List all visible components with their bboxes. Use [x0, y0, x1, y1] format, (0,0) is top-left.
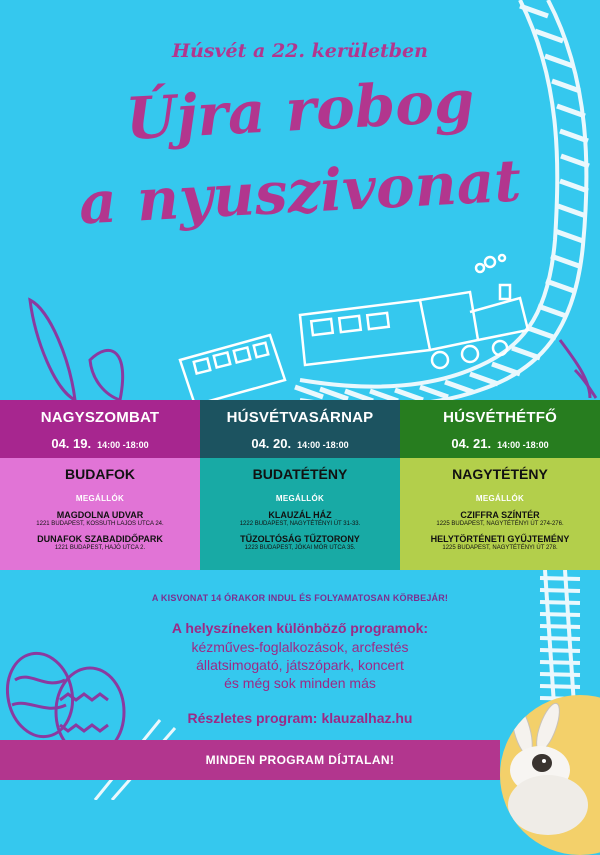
track-tie [395, 390, 423, 400]
train-icon [180, 255, 528, 405]
stops-label: MEGÁLLÓK [275, 494, 325, 503]
location-city: BUDAFOK [65, 466, 135, 482]
stop-name: MAGDOLNA UDVAR [56, 510, 144, 520]
stop-address: 1221 BUDAPEST, KOSSUTH LAJOS UTCA 24. [36, 521, 164, 527]
stops-label: MEGÁLLÓK [75, 494, 125, 503]
stop-name: CZIFFRA SZÍNTÉR [460, 510, 540, 520]
day-time: 14:00 -18:00 [497, 440, 549, 450]
stop-address: 1221 BUDAPEST, HAJÓ UTCA 2. [54, 545, 146, 551]
free-text: MINDEN PROGRAM DÍJTALAN! [205, 753, 395, 767]
program-line: kézműves-foglalkozások, arcfestés [191, 639, 409, 655]
day-date-time [400, 436, 600, 451]
track-tie [540, 614, 580, 615]
rabbit-ears-icon-right [560, 340, 596, 398]
rabbit-ears-icon [30, 300, 123, 400]
stop-name: KLAUZÁL HÁZ [268, 510, 332, 520]
location-city: BUDATÉTÉNY [252, 466, 348, 482]
track-tie [512, 348, 540, 358]
page-title-line1: Újra robog [123, 66, 477, 154]
day-name: HÚSVÉTVASÁRNAP [226, 409, 374, 426]
stop-name: HELYTÖRTÉNETI GYŰJTEMÉNY [430, 534, 570, 544]
track-tie [445, 382, 473, 392]
day-time: 14:00 -18:00 [97, 440, 149, 450]
track-tie [560, 181, 588, 191]
stop-address: 1223 BUDAPEST, JÓKAI MÓR UTCA 35. [244, 545, 356, 551]
location-city: NAGYTÉTÉNY [452, 466, 548, 482]
page-title-line2: a nyuszivonat [77, 146, 523, 238]
day-name: NAGYSZOMBAT [40, 409, 160, 426]
day-time: 14:00 -18:00 [297, 440, 349, 450]
track-tie [546, 281, 574, 291]
stop-address: 1222 BUDAPEST, NAGYTÉTÉNYI ÚT 31-33. [239, 521, 361, 527]
day-date-time [200, 436, 400, 451]
day-date-time [0, 436, 200, 451]
track-tie [492, 364, 520, 374]
track-tie [551, 256, 579, 266]
track-tie [540, 590, 580, 591]
track-tie [295, 387, 323, 397]
program-line: állatsimogató, játszópark, koncert [196, 657, 404, 673]
day-sunday [200, 400, 400, 458]
day-saturday [0, 400, 200, 458]
programs-title: A helyszíneken különböző programok: [171, 620, 429, 636]
details-line [0, 710, 600, 726]
program-line: és még sok minden más [224, 675, 376, 691]
track-tie [470, 374, 498, 384]
details-label: Részletes program: [187, 710, 318, 726]
location-budateteny [200, 458, 400, 570]
day-name: HÚSVÉTHÉTFŐ [443, 409, 557, 426]
day-date: 04. 19. [51, 436, 92, 451]
track-tie [558, 206, 586, 216]
day-date: 04. 20. [251, 436, 292, 451]
track-tie [320, 389, 348, 399]
track-tie [555, 231, 583, 241]
subtitle: Húsvét a 22. kerületben [172, 40, 428, 62]
day-date: 04. 21. [451, 436, 492, 451]
details-url: klauzalhaz.hu [321, 710, 413, 726]
track-tie [538, 306, 566, 316]
stop-address: 1225 BUDAPEST, NAGYTÉTÉNYI ÚT 274-276. [436, 521, 564, 527]
stop-address: 1225 BUDAPEST, NAGYTÉTÉNYI ÚT 278. [442, 545, 558, 551]
stop-name: DUNAFOK SZABADIDŐPARK [37, 534, 163, 544]
track-tie [420, 387, 448, 397]
departure-note: A KISVONAT 14 ÓRAKOR INDUL ÉS FOLYAMATOSAN KÖRBEJÁR! [151, 593, 449, 603]
track-tie [528, 328, 556, 338]
track-tie [540, 578, 580, 579]
location-nagyteteny [400, 458, 600, 570]
location-budafok [0, 458, 200, 570]
day-monday [400, 400, 600, 458]
stop-name: TŰZOLTÓSÁG TŰZTORONY [240, 534, 360, 544]
stops-label: MEGÁLLÓK [475, 494, 525, 503]
